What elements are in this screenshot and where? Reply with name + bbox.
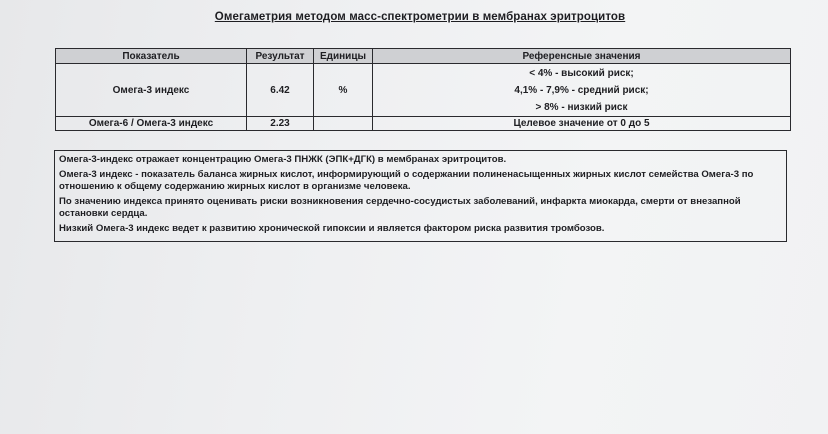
info-box: [54, 150, 787, 242]
info-paragraph: Низкий Омега-3 индекс ведет к развитию хронической гипоксии и является фактором риска развития тромбозов.: [59, 222, 605, 234]
header-reference: Референсные значения: [373, 49, 791, 64]
reference-line-low-risk: > 8% - низкий риск: [535, 101, 628, 113]
results-table: [55, 48, 791, 131]
row-units: [314, 117, 373, 131]
header-indicator: Показатель: [56, 49, 247, 64]
row-units: %: [314, 64, 373, 117]
table-row: [56, 117, 791, 131]
row-reference: Целевое значение от 0 до 5: [373, 117, 791, 131]
row-reference: [373, 64, 791, 117]
row-result: 6.42: [247, 64, 314, 117]
table-row: [56, 64, 791, 117]
header-result: Результат: [247, 49, 314, 64]
info-paragraph: Омега-3-индекс отражает концентрацию Омега-3 ПНЖК (ЭПК+ДГК) в мембранах эритроцитов.: [59, 154, 507, 165]
table-header-row: [56, 49, 791, 64]
row-result: 2.23: [247, 117, 314, 131]
reference-line-high-risk: < 4% - высокий риск;: [529, 67, 634, 79]
reference-line-medium-risk: 4,1% - 7,9% - средний риск;: [514, 84, 649, 96]
info-paragraph: Омега-3 индекс - показатель баланса жирных кислот, информирующий о содержании полиненасыщенных жирных кислот семейства Омега-3 по отношению к общему содержанию жирных кислот в организме человека.: [59, 168, 754, 193]
row-indicator: Омега-6 / Омега-3 индекс: [56, 117, 247, 131]
document-title: Омегаметрия методом масс-спектрометрии в мембранах эритроцитов: [214, 11, 626, 23]
row-indicator: Омега-3 индекс: [56, 64, 247, 117]
info-paragraph: По значению индекса принято оценивать риски возникновения сердечно-сосудистых заболеваний, инфаркта миокарда, смерти от внезапной остановки сердца.: [59, 195, 741, 220]
header-units: Единицы: [314, 49, 373, 64]
